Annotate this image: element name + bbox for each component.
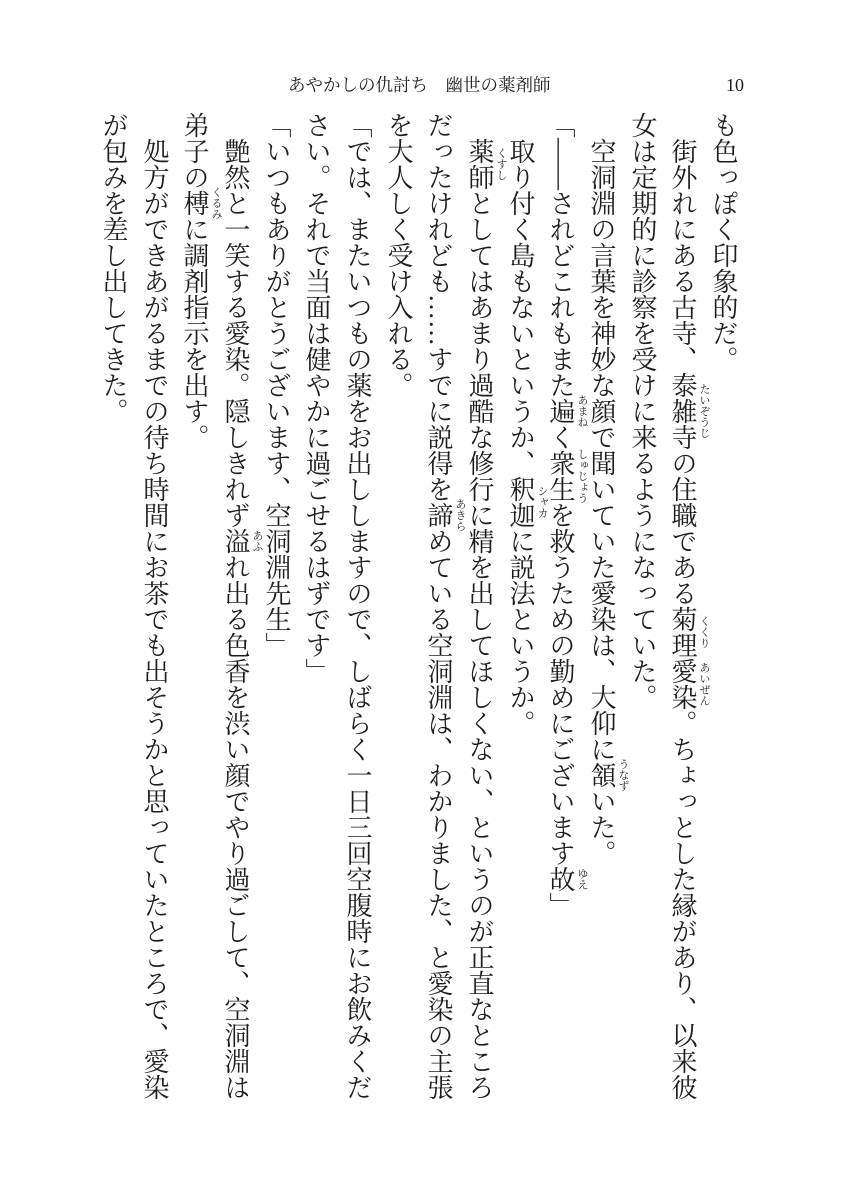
ruby-base: 榑 [180, 190, 209, 216]
ruby-base: 故 [546, 866, 575, 892]
text-run: 「では、またいつもの薬をお出ししますので、しばらく一日三回空腹時にお飲みくだ [343, 112, 372, 1100]
text-line [215, 112, 263, 1112]
ruby-annotation: うなず [617, 758, 629, 792]
text-run: に説法というか。 [506, 528, 535, 736]
ruby-group [546, 394, 588, 428]
text-run: 「いつもありがとうございます、空洞淵先生」 [262, 112, 291, 658]
ruby-base: 愛染 [668, 658, 697, 710]
text-run: の住職である [668, 450, 697, 606]
text-run: 「――されどこれもまた [546, 112, 575, 398]
ruby-base: 泰雑寺 [668, 372, 697, 450]
ruby-group [465, 138, 507, 190]
text-line [337, 112, 377, 1112]
ruby-group [221, 528, 263, 554]
text-run: 街外れにある古寺、 [668, 138, 697, 372]
text-line [622, 112, 662, 1112]
text-run: が包みを差し出してきた。 [99, 112, 128, 424]
text-run: に調剤指示を出す。 [180, 216, 209, 450]
text-run: 艶然と一笑する愛染。隠しきれず [221, 138, 250, 528]
ruby-annotation: くくり [698, 615, 710, 649]
ruby-annotation: シャカ [536, 485, 548, 519]
text-run: 」 [546, 892, 575, 918]
text-run: としてはあまり過酷な修行に精を出してほしくない、というのが正直なところ [465, 190, 494, 1100]
text-run: だったけれども……すでに説得を [424, 112, 453, 502]
text-run: を大人しく受け入れる。 [384, 112, 413, 398]
ruby-annotation: あふ [251, 530, 263, 552]
ruby-group [668, 606, 710, 658]
text-run: 取り付く島もないというか、 [506, 138, 535, 476]
text-line [174, 112, 222, 1112]
text-run: 女は定期的に診察を受けに来るようになっていた。 [628, 112, 657, 710]
ruby-group [546, 448, 588, 504]
ruby-annotation: あまね [576, 394, 588, 428]
ruby-group [587, 758, 629, 792]
text-run: めている空洞淵は、わかりました、と愛染の主張 [424, 528, 453, 1100]
text-run: 弟子の [180, 112, 209, 190]
running-title: あやかしの仇討ち 幽世の薬剤師 [288, 75, 551, 95]
text-line [703, 112, 743, 1112]
text-line [459, 112, 507, 1112]
text-run: いた。 [587, 788, 616, 866]
text-line [93, 112, 133, 1112]
ruby-base: 諦 [424, 502, 453, 528]
ruby-annotation: しゅじょう [576, 448, 588, 504]
ruby-group [180, 186, 222, 220]
text-line [540, 112, 588, 1112]
ruby-annotation: あいぜん [698, 662, 710, 706]
text-run: 。ちょっとした縁があり、以来彼 [668, 710, 697, 1100]
text-run: 処方ができあがるまでの待ち時間にお茶でも出そうかと思っていたところで、愛染 [140, 138, 169, 1100]
text-line [500, 112, 548, 1112]
text-run: く [546, 424, 575, 450]
ruby-base: 衆生 [546, 450, 575, 502]
text-run: れ出る色香を渋い顔でやり過ごして、空洞淵は [221, 554, 250, 1100]
ruby-group [546, 866, 588, 892]
ruby-group [506, 476, 548, 528]
ruby-annotation: たいぞうじ [698, 383, 710, 439]
ruby-group [668, 372, 710, 450]
ruby-annotation: くるみ [210, 186, 222, 220]
text-line [134, 112, 174, 1112]
ruby-annotation: あきら [454, 498, 466, 532]
ruby-group [668, 658, 710, 710]
text-line [378, 112, 418, 1112]
text-line [256, 112, 296, 1112]
text-run: さい。それで当面は健やかに過ごせるはずです」 [302, 112, 331, 684]
ruby-group [424, 498, 466, 532]
text-run: 空洞淵の言葉を神妙な顔で聞いていた愛染は、大仰に [587, 138, 616, 762]
text-run: も色っぽく印象的だ。 [709, 112, 738, 372]
ruby-base: 釈迦 [506, 476, 535, 528]
text-line [296, 112, 336, 1112]
text-line [662, 112, 710, 1112]
ruby-base: 薬師 [465, 138, 494, 190]
page-number: 10 [726, 75, 744, 95]
text-run: を救うための勤めにございます [546, 502, 575, 866]
ruby-base: 遍 [546, 398, 575, 424]
ruby-base: 溢 [221, 528, 250, 554]
ruby-annotation: ゆえ [576, 868, 588, 890]
text-line [418, 112, 466, 1112]
ruby-base: 菊理 [668, 606, 697, 658]
ruby-base: 頷 [587, 762, 616, 788]
ruby-annotation: くすし [495, 147, 507, 181]
text-line [581, 112, 629, 1112]
